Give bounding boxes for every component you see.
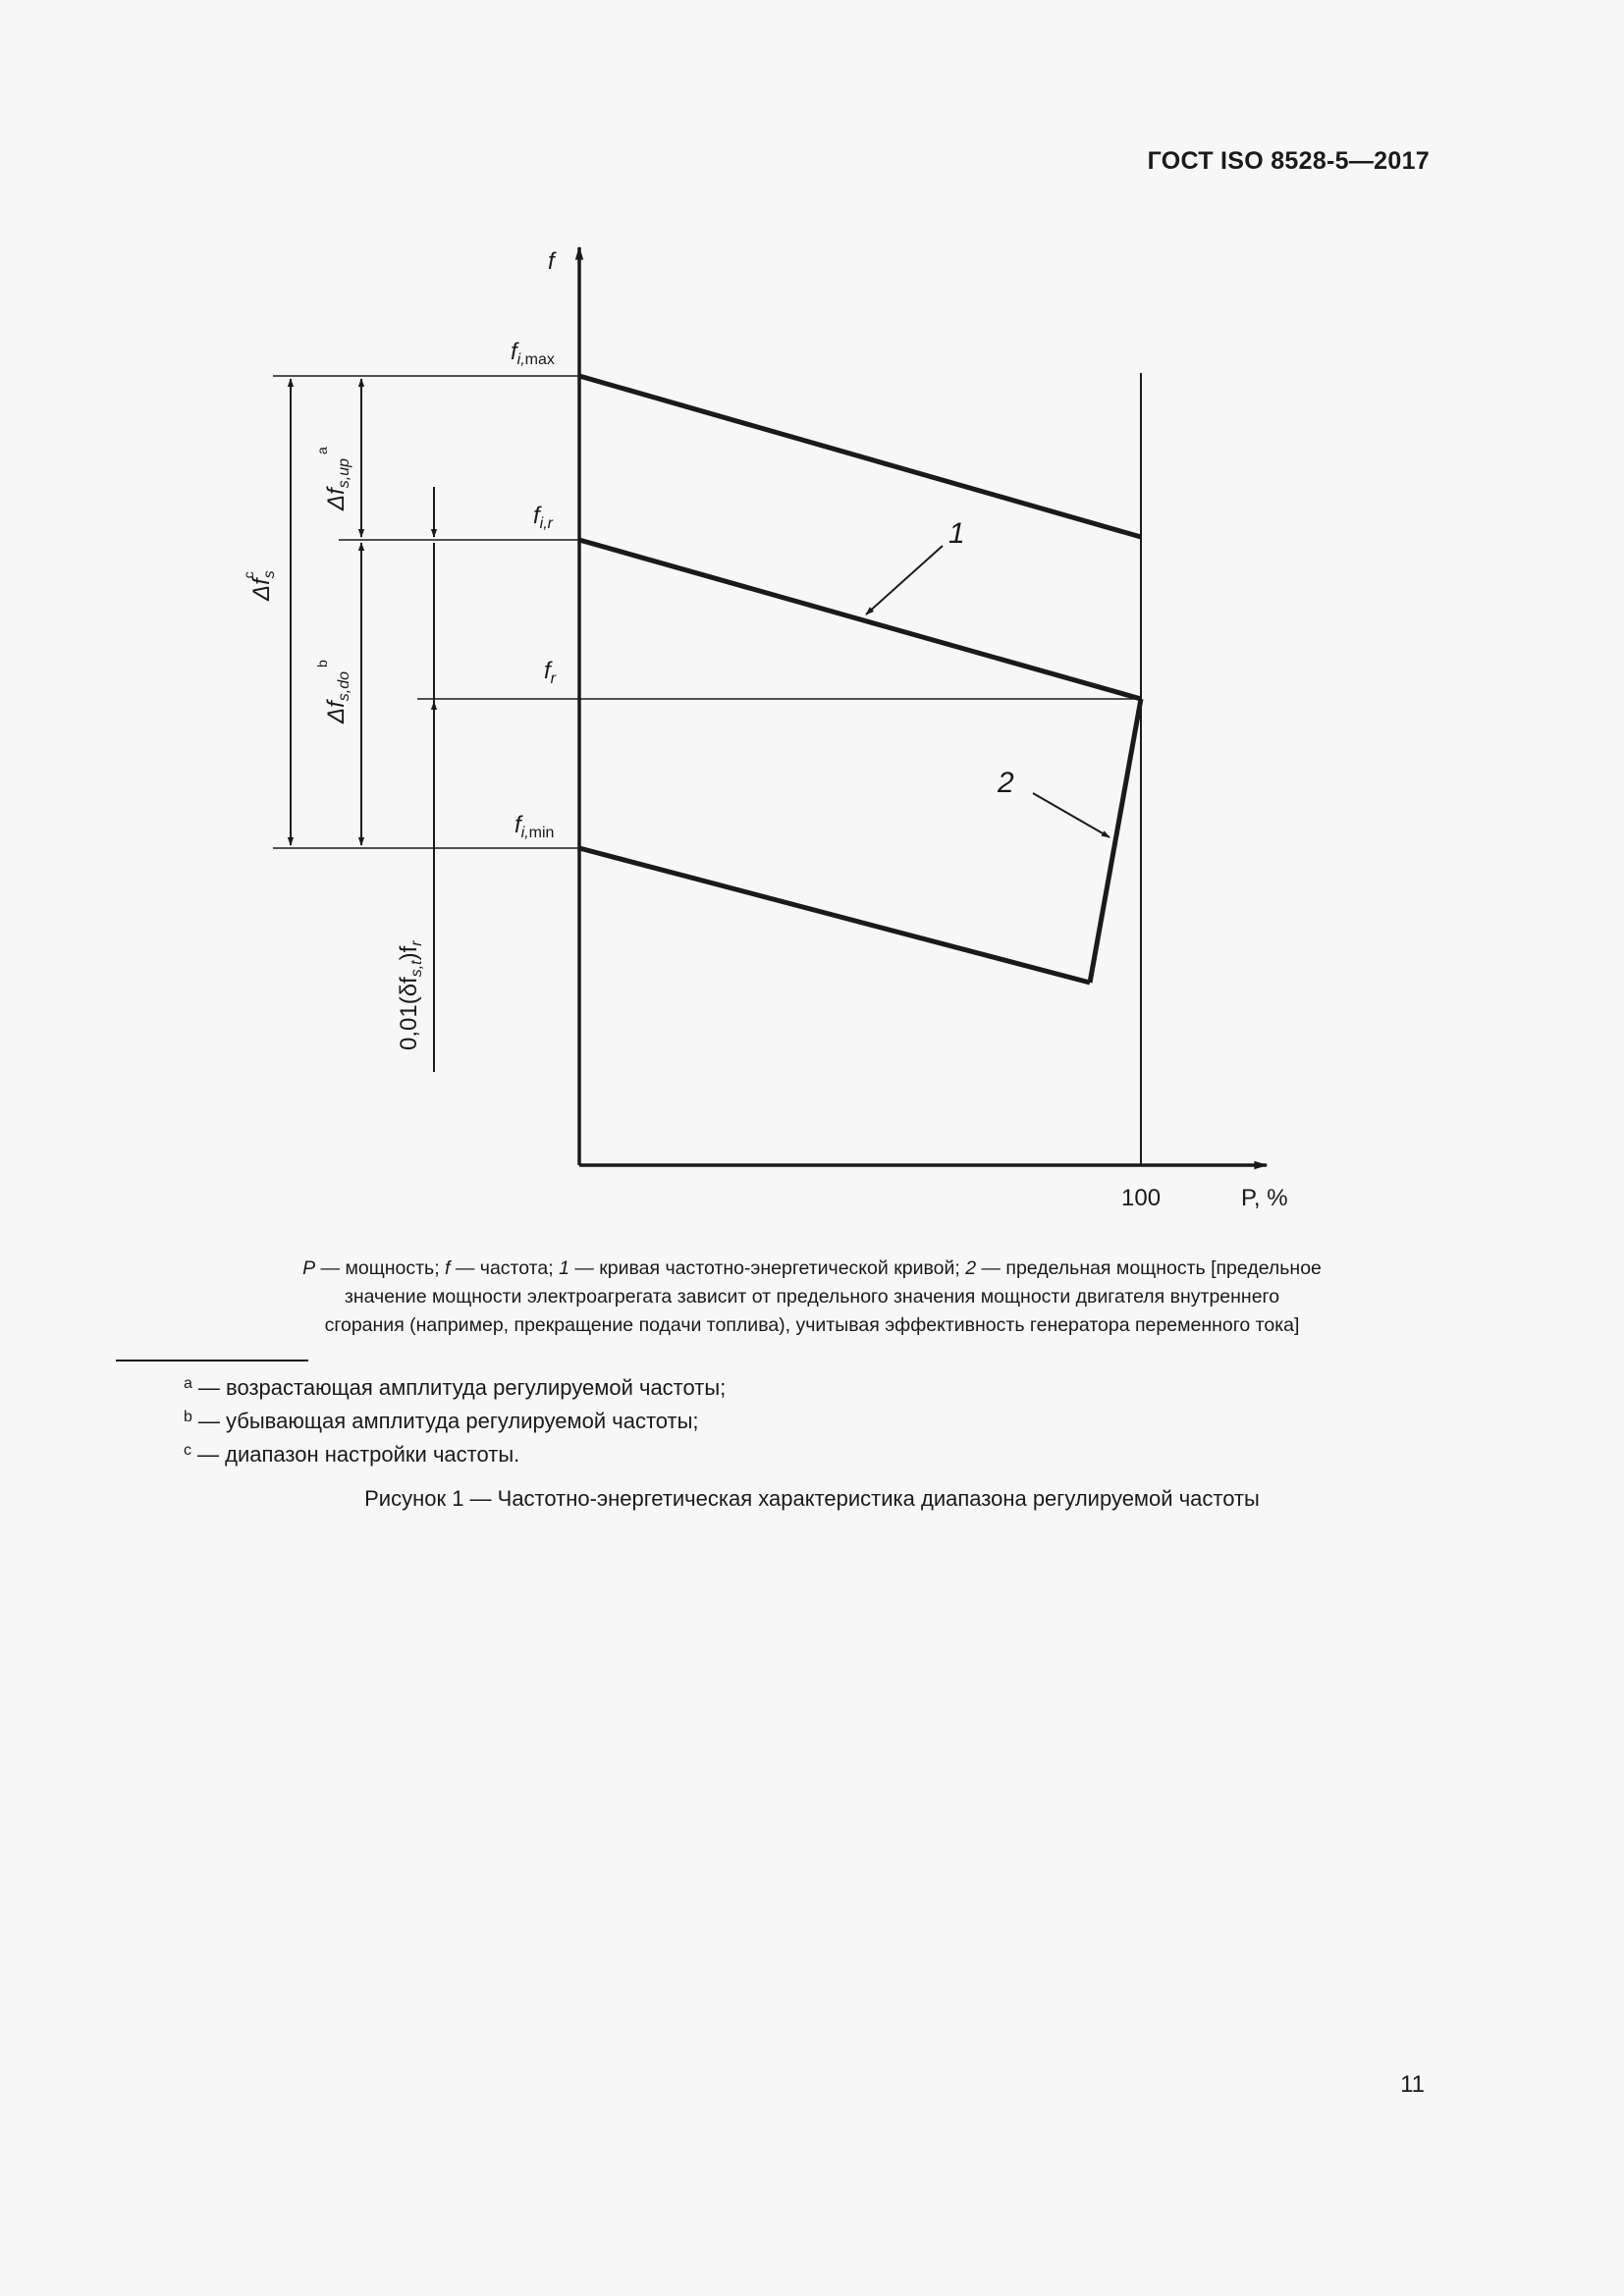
figure-legend <box>137 1255 1487 1340</box>
upper-limit-line <box>579 376 1141 537</box>
curve-2-leader <box>1033 793 1110 837</box>
label-fi-r: $f_{i,r}$ <box>533 503 553 532</box>
dim-tol-label: $0,01(\delta f_{s,t})f_r$ <box>396 940 425 1050</box>
page-number: 11 <box>1400 2071 1425 2098</box>
lower-limit-line <box>579 848 1090 983</box>
curve-1-label: 1 <box>948 517 965 550</box>
document-header: ГОСТ ISO 8528-5—2017 <box>1147 147 1430 175</box>
footnotes <box>184 1369 726 1469</box>
dim-do-label: $\Delta f_{s,do}^b$ <box>314 660 352 723</box>
footnote-c: $^c$ — диапазон настройки частоты. <box>184 1442 520 1467</box>
legend-line-2: значение мощности электроагрегата зависит от предельного значения мощности двигателя внутреннего <box>344 1286 1280 1308</box>
label-f-r: $f_r$ <box>544 658 556 687</box>
footnote-b: $^b$ — убывающая амплитуда регулируемой частоты; <box>184 1409 699 1433</box>
legend-line-3: сгорания (например, прекращение подачи топлива), учитывая эффективность генератора переменного тока] <box>324 1314 1300 1336</box>
footnote-a: $^a$ — возрастающая амплитуда регулируемой частоты; <box>184 1375 727 1400</box>
label-fi-min: $f_{i,}\min$ <box>514 812 555 841</box>
figure-caption: Рисунок 1 — Частотно-энергетическая характеристика диапазона регулируемой частоты <box>364 1486 1260 1511</box>
footnote-rule <box>116 1360 308 1362</box>
power-limit-curve-2 <box>1090 699 1141 983</box>
legend-line-1: P — мощность; f — частота; 1 — кривая частотно-энергетической кривой; 2 — предельная мощность [предельное <box>302 1257 1322 1279</box>
curve-2-label: 2 <box>998 767 1014 799</box>
x-axis-label: P, % <box>1241 1185 1288 1211</box>
y-axis-label: f <box>548 248 555 275</box>
dim-up-label: $\Delta f_{s,up}^a$ <box>314 447 352 510</box>
curve-1-leader <box>866 546 943 614</box>
dim-fs-label: $\Delta f_sc$ <box>241 570 278 601</box>
label-fi-max: $f_{i,}\max$ <box>511 339 555 368</box>
x-tick-100: 100 <box>1121 1185 1162 1211</box>
droop-curve-1 <box>579 540 1141 699</box>
